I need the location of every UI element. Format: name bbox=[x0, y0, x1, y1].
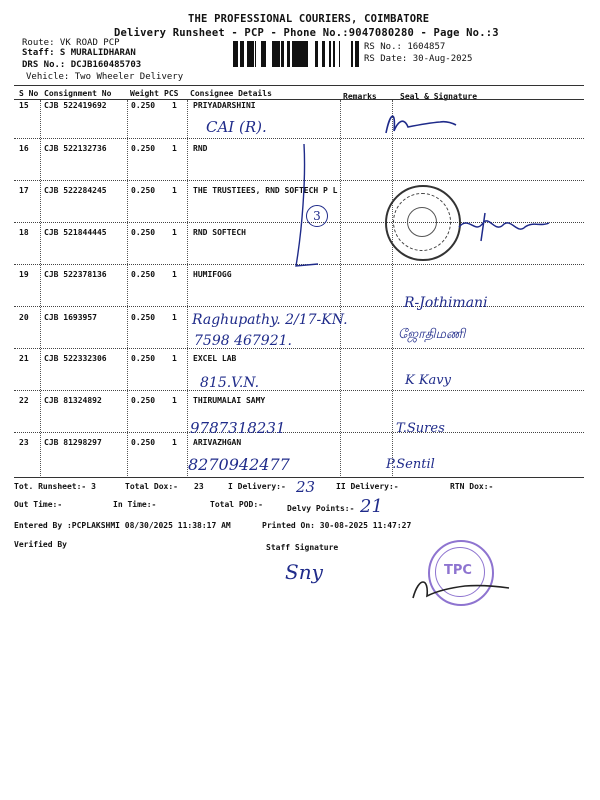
row-consignee: HUMIFOGG bbox=[193, 270, 232, 279]
total-dox-label: Total Dox:- bbox=[125, 482, 178, 491]
row-divider bbox=[14, 306, 584, 307]
row-weight: 0.250 bbox=[131, 186, 156, 195]
runsheet-subtitle: Delivery Runsheet - PCP - Phone No.:9047080280 - Page No.:3 bbox=[114, 27, 499, 39]
row-consignment: CJB 522284245 bbox=[44, 186, 107, 195]
row-divider bbox=[14, 432, 584, 433]
company-name: THE PROFESSIONAL COURIERS, COIMBATORE bbox=[188, 13, 430, 25]
row-pcs: 1 bbox=[172, 313, 177, 322]
rtn-dox-label: RTN Dox:- bbox=[450, 482, 494, 491]
row-divider bbox=[14, 348, 584, 349]
row-consignment: CJB 1693957 bbox=[44, 313, 97, 322]
handwritten-signature: R-Jothimani bbox=[404, 295, 488, 311]
row-pcs: 1 bbox=[172, 186, 177, 195]
col-consignee: Consignee Details bbox=[190, 89, 272, 98]
row-consignment: CJB 522419692 bbox=[44, 101, 107, 110]
delvy-points-value: 21 bbox=[360, 496, 383, 517]
staff-signature-label: Staff Signature bbox=[266, 543, 339, 552]
col-sno: S No bbox=[19, 89, 39, 98]
bracket-mark bbox=[288, 140, 328, 270]
row-pcs: 1 bbox=[172, 354, 177, 363]
handwritten-note: CAI (R). bbox=[206, 118, 267, 136]
row-sno: 22 bbox=[19, 396, 29, 405]
row-weight: 0.250 bbox=[131, 396, 156, 405]
row-sno: 23 bbox=[19, 438, 29, 447]
row-sno: 21 bbox=[19, 354, 29, 363]
verified-by: Verified By bbox=[14, 540, 67, 549]
total-pod-label: Total POD:- bbox=[210, 500, 263, 509]
row-sno: 15 bbox=[19, 101, 29, 110]
row-sno: 16 bbox=[19, 144, 29, 153]
row-consignee: EXCEL LAB bbox=[193, 354, 237, 363]
row-consignee: PRIYADARSHINI bbox=[193, 101, 256, 110]
row-divider bbox=[14, 390, 584, 391]
row-weight: 0.250 bbox=[131, 438, 156, 447]
col-weight: Weight bbox=[130, 89, 159, 98]
row-pcs: 1 bbox=[172, 228, 177, 237]
row-weight: 0.250 bbox=[131, 270, 156, 279]
handwritten-signature: ஜோதிமணி bbox=[398, 327, 466, 342]
handwritten-note: 7598 467921. bbox=[194, 333, 292, 349]
row-sno: 19 bbox=[19, 270, 29, 279]
delvy-points-label: Delvy Points:- bbox=[287, 504, 355, 513]
col-divider bbox=[392, 100, 393, 478]
vehicle-label: Vehicle: Two Wheeler Delivery bbox=[26, 72, 184, 82]
row-sno: 20 bbox=[19, 313, 29, 322]
i-delivery-value: 23 bbox=[296, 478, 316, 496]
row-pcs: 1 bbox=[172, 396, 177, 405]
entered-by: Entered By :PCPLAKSHMI 08/30/2025 11:38:17 AM bbox=[14, 521, 231, 530]
row-sno: 18 bbox=[19, 228, 29, 237]
printed-on: Printed On: 30-08-2025 11:47:27 bbox=[262, 521, 412, 530]
tot-runsheet: Tot. Runsheet:- 3 bbox=[14, 482, 96, 491]
i-delivery-label: I Delivery:- bbox=[228, 482, 286, 491]
row-weight: 0.250 bbox=[131, 228, 156, 237]
col-divider bbox=[40, 100, 41, 478]
col-divider bbox=[187, 100, 188, 478]
seal-stamp-row18 bbox=[385, 185, 461, 261]
row-consignment: CJB 521844445 bbox=[44, 228, 107, 237]
circled-number: 3 bbox=[306, 205, 328, 227]
row-sno: 17 bbox=[19, 186, 29, 195]
col-consignment: Consignment No bbox=[44, 89, 112, 98]
row-pcs: 1 bbox=[172, 101, 177, 110]
row-weight: 0.250 bbox=[131, 101, 156, 110]
ii-delivery-label: II Delivery:- bbox=[336, 482, 399, 491]
col-seal: Seal & Signature bbox=[400, 92, 478, 101]
col-remarks: Remarks bbox=[343, 92, 377, 101]
col-pcs: PCS bbox=[164, 89, 179, 98]
row-pcs: 1 bbox=[172, 438, 177, 447]
handwritten-note: 815.V.N. bbox=[200, 375, 260, 391]
row-consignee: THE TRUSTIEES, RND SOFTECH P L bbox=[193, 186, 338, 195]
handwritten-signature: T.Sures bbox=[396, 421, 445, 436]
handwritten-signature: P.Sentil bbox=[386, 457, 435, 472]
row-weight: 0.250 bbox=[131, 144, 156, 153]
row-consignee: RND SOFTECH bbox=[193, 228, 246, 237]
signature-row15 bbox=[378, 103, 460, 143]
row-consignee: ARIVAZHGAN bbox=[193, 438, 242, 447]
handwritten-note: 8270942477 bbox=[188, 455, 290, 474]
staff-label: Staff: S MURALIDHARAN bbox=[22, 48, 136, 58]
handwritten-signature: K Kavy bbox=[405, 373, 451, 388]
row-consignment: CJB 81298297 bbox=[44, 438, 102, 447]
barcode bbox=[233, 41, 361, 67]
rs-number: RS No.: 1604857 bbox=[364, 42, 446, 52]
col-divider bbox=[340, 100, 341, 478]
table-header-border bbox=[14, 99, 584, 100]
row-consignment: CJB 522332306 bbox=[44, 354, 107, 363]
row-pcs: 1 bbox=[172, 270, 177, 279]
row-weight: 0.250 bbox=[131, 354, 156, 363]
out-time-label: Out Time:- bbox=[14, 500, 63, 509]
staff-signature: Sny bbox=[285, 560, 323, 584]
row-divider bbox=[14, 138, 584, 139]
total-dox-value: 23 bbox=[194, 482, 204, 491]
rs-date: RS Date: 30-Aug-2025 bbox=[364, 54, 473, 64]
col-divider bbox=[127, 100, 128, 478]
row-consignee: THIRUMALAI SAMY bbox=[193, 396, 266, 405]
tpc-stamp-text: TPC bbox=[444, 563, 472, 578]
row-consignment: CJB 81324892 bbox=[44, 396, 102, 405]
table-top-border bbox=[14, 85, 584, 86]
in-time-label: In Time:- bbox=[113, 500, 157, 509]
row-pcs: 1 bbox=[172, 144, 177, 153]
drs-label: DRS No.: DCJB160485703 bbox=[22, 60, 142, 70]
stamp-signature bbox=[405, 570, 515, 604]
row-consignment: CJB 522378136 bbox=[44, 270, 107, 279]
row-consignee: RND bbox=[193, 144, 208, 153]
handwritten-note: 9787318231 bbox=[190, 419, 286, 437]
handwritten-note: Raghupathy. 2/17-KN. bbox=[192, 312, 348, 328]
signature-row18 bbox=[455, 205, 555, 245]
route-label: Route: VK ROAD PCP bbox=[22, 38, 120, 48]
row-consignment: CJB 522132736 bbox=[44, 144, 107, 153]
row-weight: 0.250 bbox=[131, 313, 156, 322]
